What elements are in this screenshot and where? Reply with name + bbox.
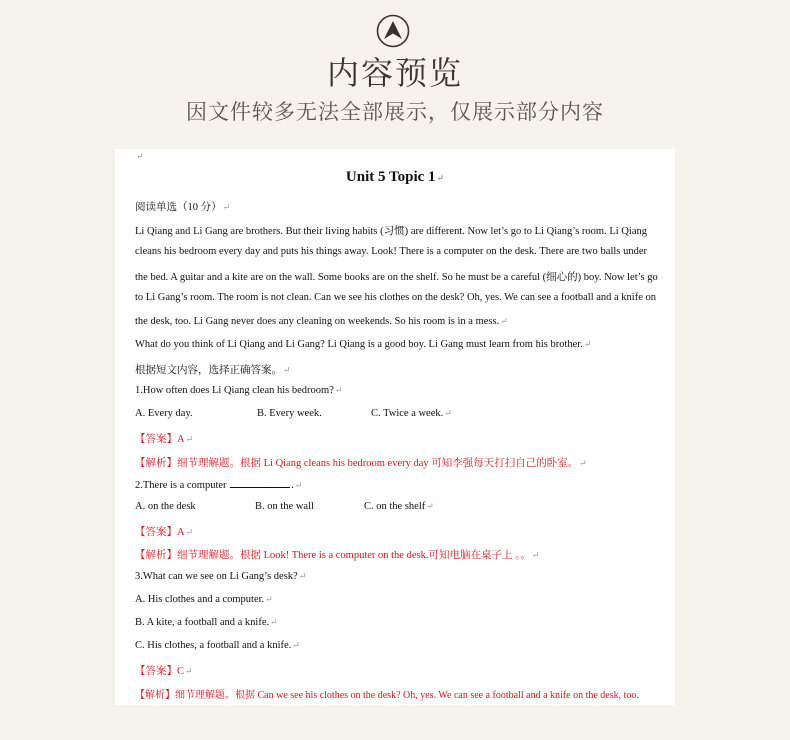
doc-title: Unit 5 Topic 1↵ [345, 169, 445, 185]
option: A. on the desk [135, 501, 196, 512]
section-label: 阅读单选（10 分）↵ [135, 202, 231, 213]
answer-1: 【答案】A↵ [135, 434, 194, 445]
answer-blank [230, 478, 290, 488]
question-3: 3.What can we see on Li Gang’s desk?↵ [135, 571, 307, 582]
option: A. His clothes and a computer.↵ [135, 594, 273, 605]
passage-line: cleans his bedroom every day and puts his things away. Look! There is a computer on the desk. There are two balls under [135, 246, 647, 257]
option: C. His clothes, a football and a knife.↵ [135, 640, 300, 651]
passage-line: Li Qiang and Li Gang are brothers. But their living habits (习惯) are different. Now let’s go to Li Qiang’s room. Li Qiang [135, 226, 647, 237]
passage-line: What do you think of Li Qiang and Li Gang? Li Qiang is a good boy. Li Gang must learn from his brother.↵ [135, 339, 592, 350]
question-2: 2.There is a computer .↵ [135, 480, 303, 491]
preview-title: 内容预览 [326, 54, 463, 92]
option: C. on the shelf↵ [364, 501, 434, 512]
option: B. A kite, a football and a knife.↵ [135, 617, 278, 628]
up-arrow-circle-icon [376, 14, 410, 48]
passage-line: the desk, too. Li Gang never does any cleaning on weekends. So his room is in a mess.↵ [135, 316, 508, 327]
analysis-3: 【解析】细节理解题。根据 Can we see his clothes on the desk? Oh, yes. We can see a football and a knife on the desk, too. [135, 690, 639, 701]
options-2 [135, 501, 655, 515]
option: B. Every week. [257, 408, 322, 419]
options-1 [135, 408, 655, 422]
return-mark: ↵ [136, 151, 144, 161]
instruction: 根据短文内容，选择正确答案。↵ [135, 365, 291, 376]
option: A. Every day. [135, 408, 193, 419]
option: C. Twice a week.↵ [371, 408, 452, 419]
option: B. on the wall [255, 501, 314, 512]
passage-line: to Li Gang’s room. The room is not clean. Can we see his clothes on the desk? Oh, yes. We can see a football and a knife on [135, 292, 657, 303]
question-1: 1.How often does Li Qiang clean his bedroom?↵ [135, 385, 343, 396]
document-page [115, 149, 675, 705]
passage-line: the bed. A guitar and a kite are on the wall. Some books are on the shelf. So he must be a careful (细心的) boy. Now let’s go [135, 272, 658, 283]
preview-header [0, 0, 790, 148]
analysis-1: 【解析】细节理解题。根据 Li Qiang cleans his bedroom every day 可知李强每天打扫自己的卧室。↵ [135, 458, 587, 469]
analysis-2: 【解析】细节理解题。根据 Look! There is a computer on the desk.可知电脑在桌子上 。。↵ [135, 550, 540, 561]
answer-2: 【答案】A↵ [135, 527, 194, 538]
preview-subtitle: 因文件较多无法全部展示，仅展示部分内容 [186, 100, 604, 124]
answer-3: 【答案】C↵ [135, 666, 193, 677]
